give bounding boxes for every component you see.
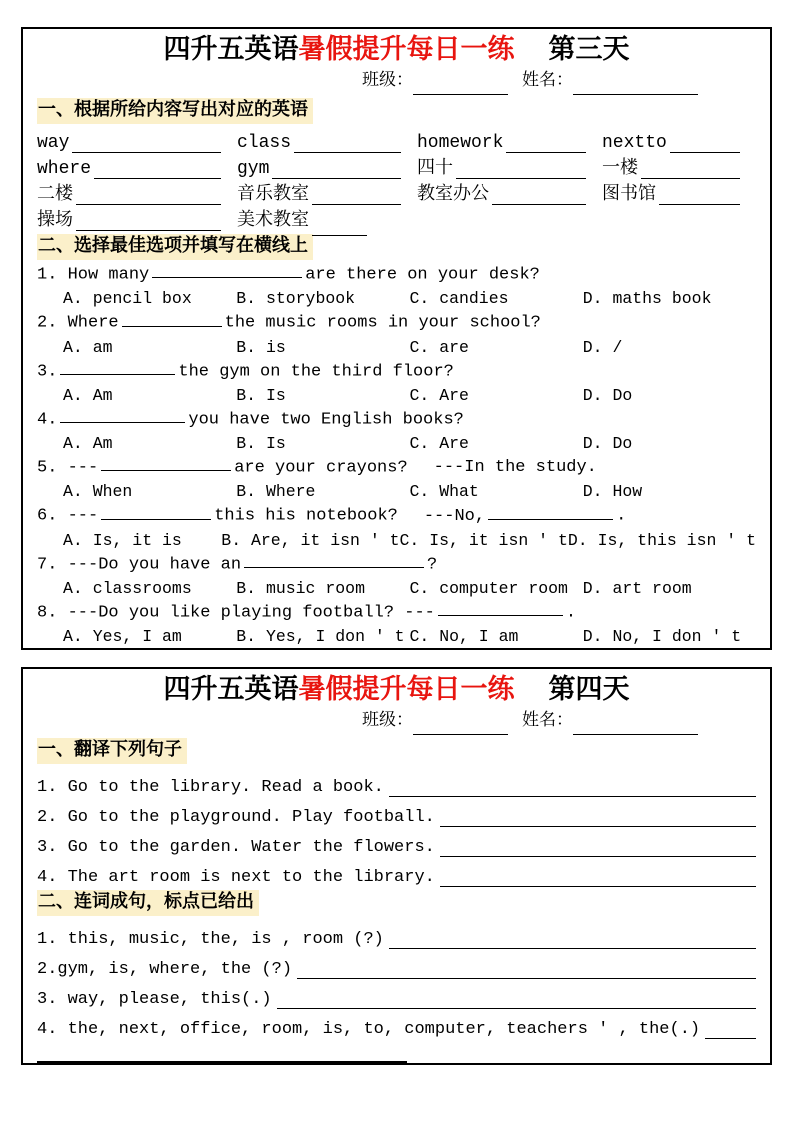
vocab-word: homework [417, 133, 504, 153]
answer-blank [389, 779, 756, 797]
question-text: . [565, 603, 577, 623]
option-a: A. classrooms [63, 579, 192, 599]
vocab-item [417, 179, 602, 205]
option-d: D. art room [582, 579, 692, 599]
vocab-word: 美术教室 [237, 211, 309, 231]
question-text: 2. Where [37, 313, 119, 333]
answer-blank [438, 601, 563, 616]
option-a: A. pencil box [63, 289, 192, 309]
translation-item [37, 827, 756, 857]
answer-blank [294, 135, 401, 153]
question-5 [37, 456, 756, 504]
title-day: 第四天 [548, 677, 630, 707]
question-text: 5. --- [37, 458, 99, 478]
answer-blank [76, 213, 221, 231]
option-a: A. am [63, 337, 113, 357]
option-c: C. No, I am [409, 627, 519, 647]
student-info-row [362, 69, 756, 95]
name-label: 姓名： [522, 712, 573, 731]
section1-heading: 一、根据所给内容写出对应的英语 [37, 98, 313, 124]
vocab-word: 四十 [417, 159, 453, 179]
sentence-text: 3. way, please, this(.) [37, 990, 272, 1009]
vocab-word: 操场 [37, 211, 73, 231]
option-b: B. Are, it isn ' t [221, 530, 400, 550]
options-row [37, 625, 756, 649]
question-text: ? [427, 555, 438, 575]
section1-heading: 一、翻译下列句子 [37, 738, 187, 764]
title-day: 第三天 [548, 37, 630, 67]
options-row [37, 287, 756, 311]
title-course: 四升五英语 [163, 37, 299, 67]
vocab-item [237, 127, 417, 153]
options-row [37, 529, 756, 553]
answer-blank [506, 135, 586, 153]
option-b: B. storybook [236, 289, 356, 309]
answer-blank [312, 218, 367, 236]
options-row [37, 432, 756, 456]
option-b: B. is [236, 337, 286, 357]
answer-blank [312, 187, 401, 205]
vocab-grid [37, 127, 756, 231]
question-text: 7. ---Do you have an [37, 555, 242, 575]
answer-blank [60, 408, 185, 423]
class-label: 班级： [362, 72, 413, 91]
section2-heading: 二、选择最佳选项并填写在横线上 [37, 234, 313, 260]
answer-blank [488, 504, 613, 519]
question-text: are your crayons? [234, 458, 408, 478]
vocab-item [417, 127, 602, 153]
class-blank [413, 715, 508, 735]
option-c: C. Are [409, 434, 469, 454]
sentence-text: 1. this, music, the, is , room (?) [37, 930, 384, 949]
option-a: A. Is, it is [63, 530, 182, 550]
options-row [37, 577, 756, 601]
vocab-word: 一楼 [602, 159, 638, 179]
vocab-item [602, 127, 756, 153]
student-info-row [362, 709, 756, 735]
option-c: C. are [409, 337, 469, 357]
vocab-word: class [237, 133, 292, 153]
vocab-item [602, 179, 756, 205]
sentence-text: 2.gym, is, where, the (?) [37, 960, 293, 979]
worksheet-day3 [21, 27, 772, 650]
answer-blank [272, 161, 401, 179]
vocab-word: 图书馆 [602, 185, 656, 205]
vocab-item [37, 127, 237, 153]
question-answer-hint: ---No, [423, 506, 486, 526]
vocab-word: nextto [602, 133, 667, 153]
option-d: D. / [582, 337, 623, 357]
answer-blank [440, 809, 756, 827]
worksheet-title-day3 [37, 35, 756, 69]
option-a: A. Am [63, 434, 113, 454]
worksheet-title-day4 [37, 675, 756, 709]
options-row [37, 336, 756, 360]
vocab-word: 教室办公 [417, 185, 489, 205]
question-3 [37, 360, 756, 408]
question-text: 8. ---Do you like playing football? --- [37, 603, 435, 623]
class-blank [413, 75, 508, 95]
options-row [37, 480, 756, 504]
answer-blank [389, 931, 756, 949]
sentence-text: 3. Go to the garden. Water the flowers. [37, 838, 435, 857]
question-answer-hint: ---In the study. [433, 458, 597, 478]
answer-blank [277, 991, 756, 1009]
option-b: B. Is [236, 385, 286, 405]
translation-item [37, 797, 756, 827]
option-c: C. computer room [409, 579, 568, 599]
question-2 [37, 311, 756, 359]
question-text: 1. How many [37, 265, 150, 285]
sentence-text: 1. Go to the library. Read a book. [37, 778, 384, 797]
option-b: B. Yes, I don ' t [236, 627, 405, 647]
question-text: 3. [37, 361, 58, 381]
title-course: 四升五英语 [163, 677, 299, 707]
name-blank [573, 715, 698, 735]
sentence-text: 4. the, next, office, room, is, to, computer, teachers ' , the(.) [37, 1020, 701, 1039]
title-series: 暑假提升每日一练 [298, 37, 515, 67]
option-c: C. candies [409, 289, 509, 309]
option-a: A. When [63, 482, 133, 502]
question-text: this his notebook? [214, 506, 398, 526]
option-c: C. What [409, 482, 479, 502]
rearrange-item [37, 979, 756, 1009]
answer-blank [670, 135, 740, 153]
option-b: B. Is [236, 434, 286, 454]
options-row [37, 384, 756, 408]
answer-blank [76, 187, 221, 205]
vocab-word: 二楼 [37, 185, 73, 205]
option-b: B. music room [236, 579, 365, 599]
vocab-item [237, 153, 417, 179]
option-c: C. Is, it isn ' t [399, 530, 568, 550]
question-6 [37, 504, 756, 552]
answer-blank [705, 1021, 756, 1039]
option-b: B. Where [236, 482, 316, 502]
option-a: A. Am [63, 385, 113, 405]
answer-blank [244, 553, 424, 568]
name-label: 姓名： [522, 72, 573, 91]
answer-blank [641, 161, 740, 179]
vocab-word: 音乐教室 [237, 185, 309, 205]
question-text: the music rooms in your school? [224, 313, 541, 333]
vocab-item [37, 205, 237, 231]
option-d: D. maths book [582, 289, 712, 309]
option-d: D. Is, this isn ' t [567, 530, 756, 550]
rearrange-item [37, 949, 756, 979]
worksheet-day4 [21, 667, 772, 1065]
answer-blank [659, 187, 740, 205]
class-label: 班级： [362, 712, 413, 731]
question-8 [37, 601, 756, 649]
answer-blank [101, 456, 231, 471]
question-text: 4. [37, 410, 58, 430]
question-7 [37, 553, 756, 601]
answer-blank [72, 135, 221, 153]
answer-blank [492, 187, 586, 205]
answer-blank [297, 961, 756, 979]
option-d: D. Do [582, 385, 633, 405]
vocab-item [417, 153, 602, 179]
sentence-text: 4. The art room is next to the library. [37, 868, 435, 887]
rearrange-item [37, 919, 756, 949]
vocab-item [602, 153, 756, 179]
vocab-item [237, 205, 417, 231]
question-1 [37, 263, 756, 311]
answer-blank [152, 263, 302, 278]
question-text: you have two English books? [188, 410, 464, 430]
question-text: are there on your desk? [305, 265, 540, 285]
sentence-text: 2. Go to the playground. Play football. [37, 808, 435, 827]
option-d: D. No, I don ' t [582, 627, 742, 647]
answer-blank [440, 869, 756, 887]
question-text: the gym on the third floor? [178, 361, 454, 381]
vocab-item [37, 179, 237, 205]
vocab-item [37, 153, 237, 179]
translation-item [37, 767, 756, 797]
option-d: D. Do [582, 434, 633, 454]
option-d: D. How [582, 482, 643, 502]
vocab-item [237, 179, 417, 205]
vocab-word: where [37, 159, 92, 179]
vocab-word: way [37, 133, 70, 153]
answer-blank [440, 839, 756, 857]
option-c: C. Are [409, 385, 469, 405]
answer-blank [456, 161, 586, 179]
question-4 [37, 408, 756, 456]
vocab-word: gym [237, 159, 270, 179]
answer-blank [94, 161, 221, 179]
title-series: 暑假提升每日一练 [298, 677, 515, 707]
option-a: A. Yes, I am [63, 627, 182, 647]
name-blank [573, 75, 698, 95]
answer-blank [60, 360, 175, 375]
section2-heading: 二、连词成句，标点已给出 [37, 890, 259, 916]
continuation-answer-line [37, 1049, 407, 1063]
translation-item [37, 857, 756, 887]
answer-blank [122, 311, 222, 326]
rearrange-item [37, 1009, 756, 1039]
question-text: . [616, 506, 627, 526]
answer-blank [101, 504, 211, 519]
question-text: 6. --- [37, 506, 99, 526]
